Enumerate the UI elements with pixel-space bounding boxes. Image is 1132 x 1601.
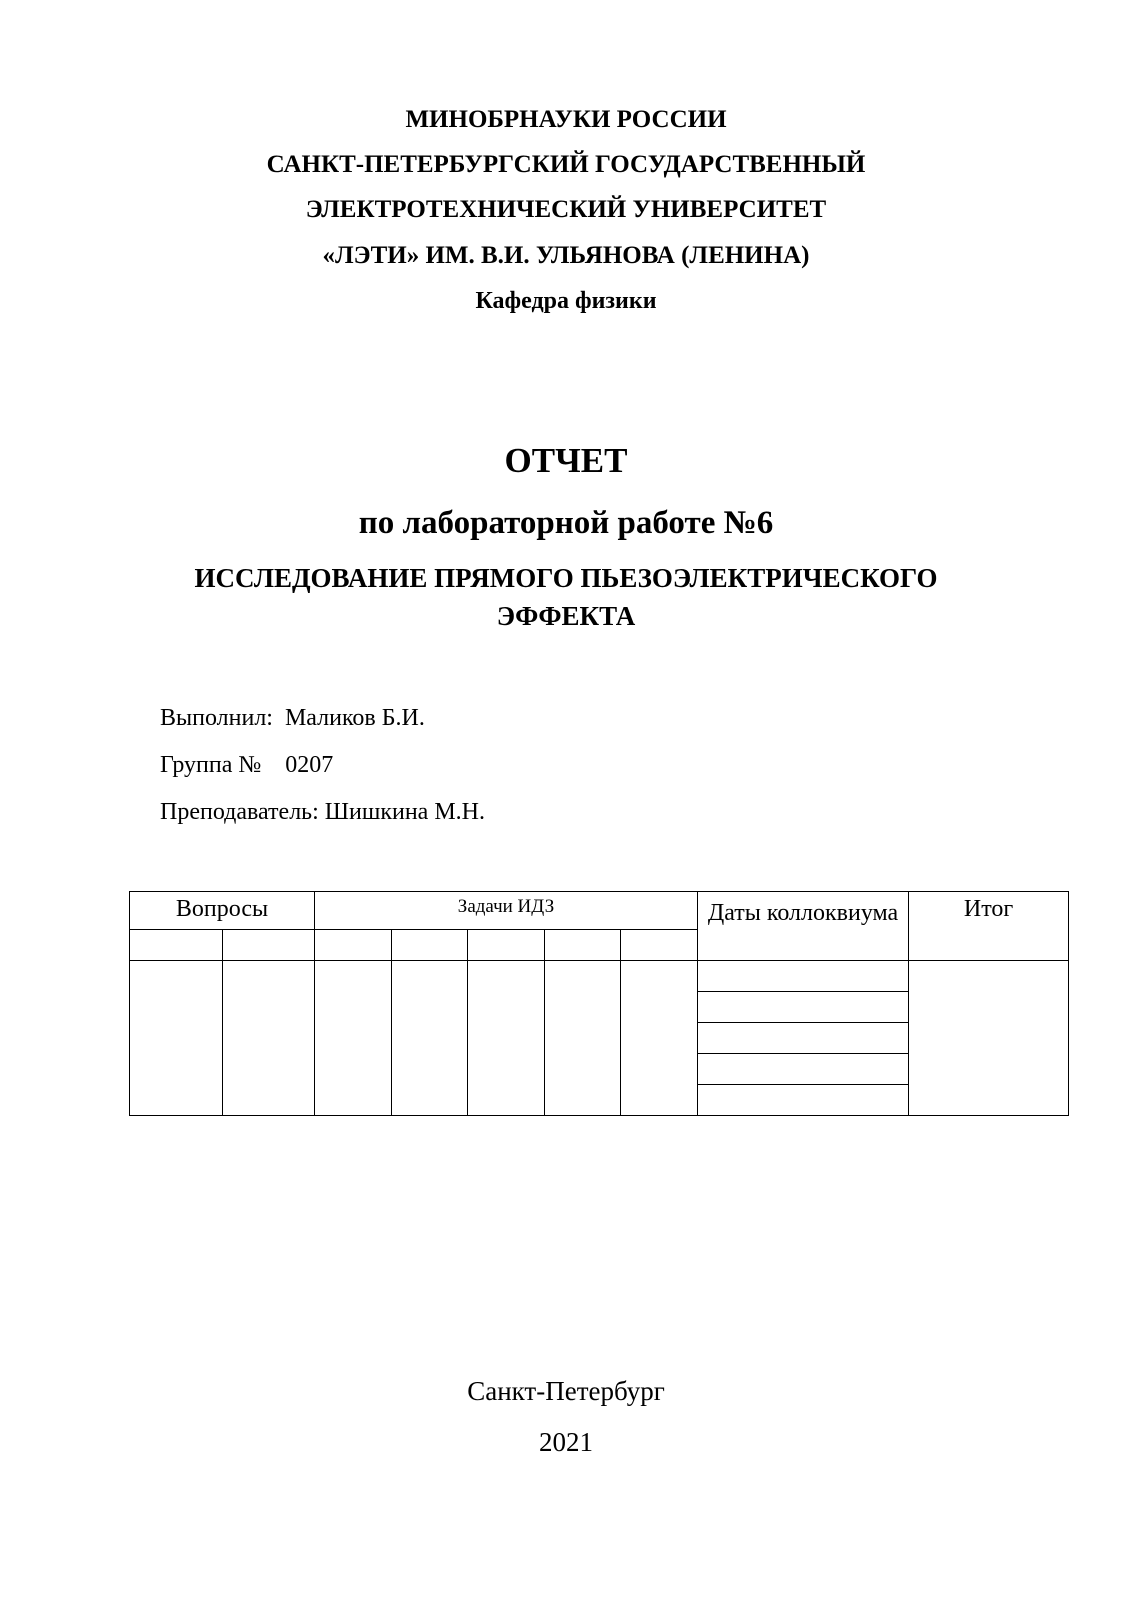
task-subcell[interactable] [392,930,468,961]
date-cell[interactable] [698,1023,909,1054]
task-subcell[interactable] [621,930,698,961]
tasks-header: Задачи ИДЗ [315,892,698,930]
topic-line2: ЭФФЕКТА [496,601,636,631]
topic-line1: ИССЛЕДОВАНИЕ ПРЯМОГО ПЬЕЗОЭЛЕКТРИЧЕСКОГО [194,563,938,593]
date-cell[interactable] [698,1054,909,1085]
table-row [130,961,1069,992]
question-cell[interactable] [223,961,315,1116]
department-name: Кафедра физики [475,288,657,314]
total-cell[interactable] [909,961,1069,1116]
date-cell[interactable] [698,1085,909,1116]
university-name-line1: САНКТ-ПЕТЕРБУРГСКИЙ ГОСУДАРСТВЕННЫЙ [266,151,866,178]
year: 2021 [539,1427,593,1457]
university-name-line2: ЭЛЕКТРОТЕХНИЧЕСКИЙ УНИВЕРСИТЕТ [305,196,827,223]
task-cell[interactable] [545,961,621,1116]
teacher-value: Шишкина М.Н. [324,799,485,825]
task-cell[interactable] [315,961,392,1116]
group-value: 0207 [285,752,334,778]
task-cell[interactable] [392,961,468,1116]
task-cell[interactable] [468,961,545,1116]
ministry-heading: МИНОБРНАУКИ РОССИИ [405,106,727,133]
performed-label: Выполнил: [160,705,273,731]
university-name-line3: «ЛЭТИ» ИМ. В.И. УЛЬЯНОВА (ЛЕНИНА) [322,242,810,269]
date-cell[interactable] [698,992,909,1023]
task-subcell[interactable] [468,930,545,961]
dates-header: Даты коллоквиума [698,892,909,961]
lab-subtitle: по лабораторной работе №6 [358,505,774,541]
report-title: ОТЧЕТ [504,441,628,480]
task-subcell[interactable] [315,930,392,961]
date-cell[interactable] [698,961,909,992]
city: Санкт-Петербург [467,1376,665,1406]
task-subcell[interactable] [545,930,621,961]
question-subcell[interactable] [130,930,223,961]
teacher-label: Преподаватель: [160,799,319,825]
question-cell[interactable] [130,961,223,1116]
group-info [160,752,333,779]
performed-by [160,705,425,732]
teacher-info [160,799,485,826]
question-subcell[interactable] [223,930,315,961]
performed-value: Маликов Б.И. [284,705,425,731]
group-label: Группа № [160,752,262,778]
total-header: Итог [909,892,1069,961]
table-header-row [130,892,1069,930]
grade-table [129,891,1069,1116]
questions-header: Вопросы [130,892,315,930]
task-cell[interactable] [621,961,698,1116]
